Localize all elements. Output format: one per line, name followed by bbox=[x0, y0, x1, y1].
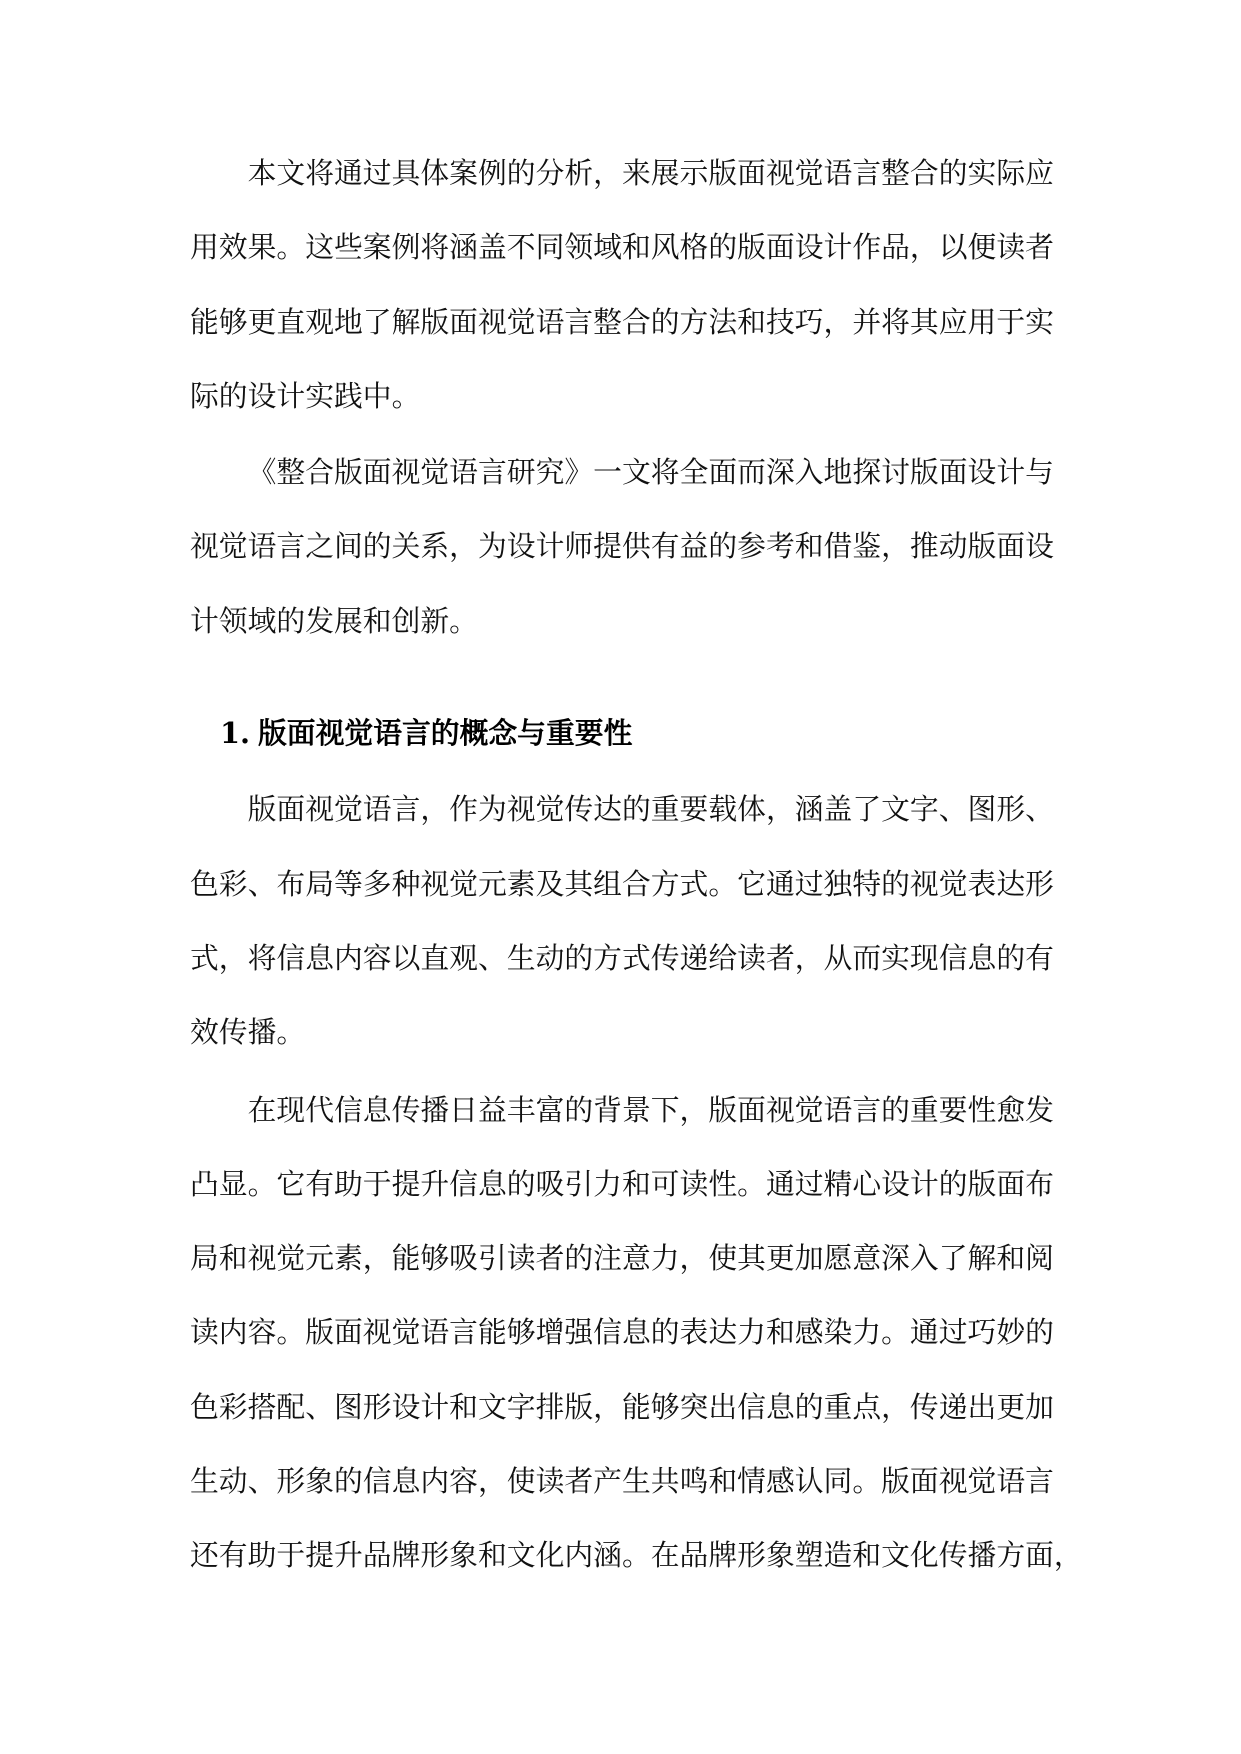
text-line: 计领域的发展和创新。 bbox=[190, 603, 478, 638]
paragraph-intro-summary bbox=[190, 435, 1090, 658]
text-line: 凸显。它有助于提升信息的吸引力和可读性。通过精心设计的版面布 bbox=[190, 1166, 1054, 1201]
text-line: 版面视觉语言，作为视觉传达的重要载体，涵盖了文字、图形、 bbox=[247, 792, 1054, 827]
text-line: 还有助于提升品牌形象和文化内涵。在品牌形象塑造和文化传播方面， bbox=[190, 1538, 1083, 1573]
section-number: 1. bbox=[220, 716, 251, 751]
text-line: 《整合版面视觉语言研究》一文将全面而深入地探讨版面设计与 bbox=[247, 455, 1054, 490]
text-line: 读内容。版面视觉语言能够增强信息的表达力和感染力。通过巧妙的 bbox=[190, 1315, 1054, 1350]
text-line: 能够更直观地了解版面视觉语言整合的方法和技巧，并将其应用于实 bbox=[190, 304, 1054, 339]
section-heading bbox=[190, 696, 1090, 770]
text-line: 在现代信息传播日益丰富的背景下，版面视觉语言的重要性愈发 bbox=[247, 1092, 1054, 1127]
text-line: 色彩、布局等多种视觉元素及其组合方式。它通过独特的视觉表达形 bbox=[190, 866, 1054, 901]
text-line: 式，将信息内容以直观、生动的方式传递给读者，从而实现信息的有 bbox=[190, 940, 1054, 975]
section-title: 版面视觉语言的概念与重要性 bbox=[258, 716, 633, 751]
text-line: 用效果。这些案例将涵盖不同领域和风格的版面设计作品，以便读者 bbox=[190, 230, 1054, 265]
text-line: 色彩搭配、图形设计和文字排版，能够突出信息的重点，传递出更加 bbox=[190, 1389, 1054, 1424]
text-line: 局和视觉元素，能够吸引读者的注意力，使其更加愿意深入了解和阅 bbox=[190, 1241, 1054, 1276]
text-line: 际的设计实践中。 bbox=[190, 378, 421, 413]
text-line: 视觉语言之间的关系，为设计师提供有益的参考和借鉴，推动版面设 bbox=[190, 529, 1054, 564]
paragraph-importance bbox=[190, 1073, 1090, 1593]
document-body bbox=[190, 136, 1090, 1593]
text-line: 本文将通过具体案例的分析，来展示版面视觉语言整合的实际应 bbox=[247, 156, 1054, 190]
text-line: 生动、形象的信息内容，使读者产生共鸣和情感认同。版面视觉语言 bbox=[190, 1464, 1054, 1499]
text-line: 效传播。 bbox=[190, 1015, 306, 1050]
paragraph-concept bbox=[190, 772, 1090, 1069]
paragraph-intro-cases bbox=[190, 136, 1090, 433]
